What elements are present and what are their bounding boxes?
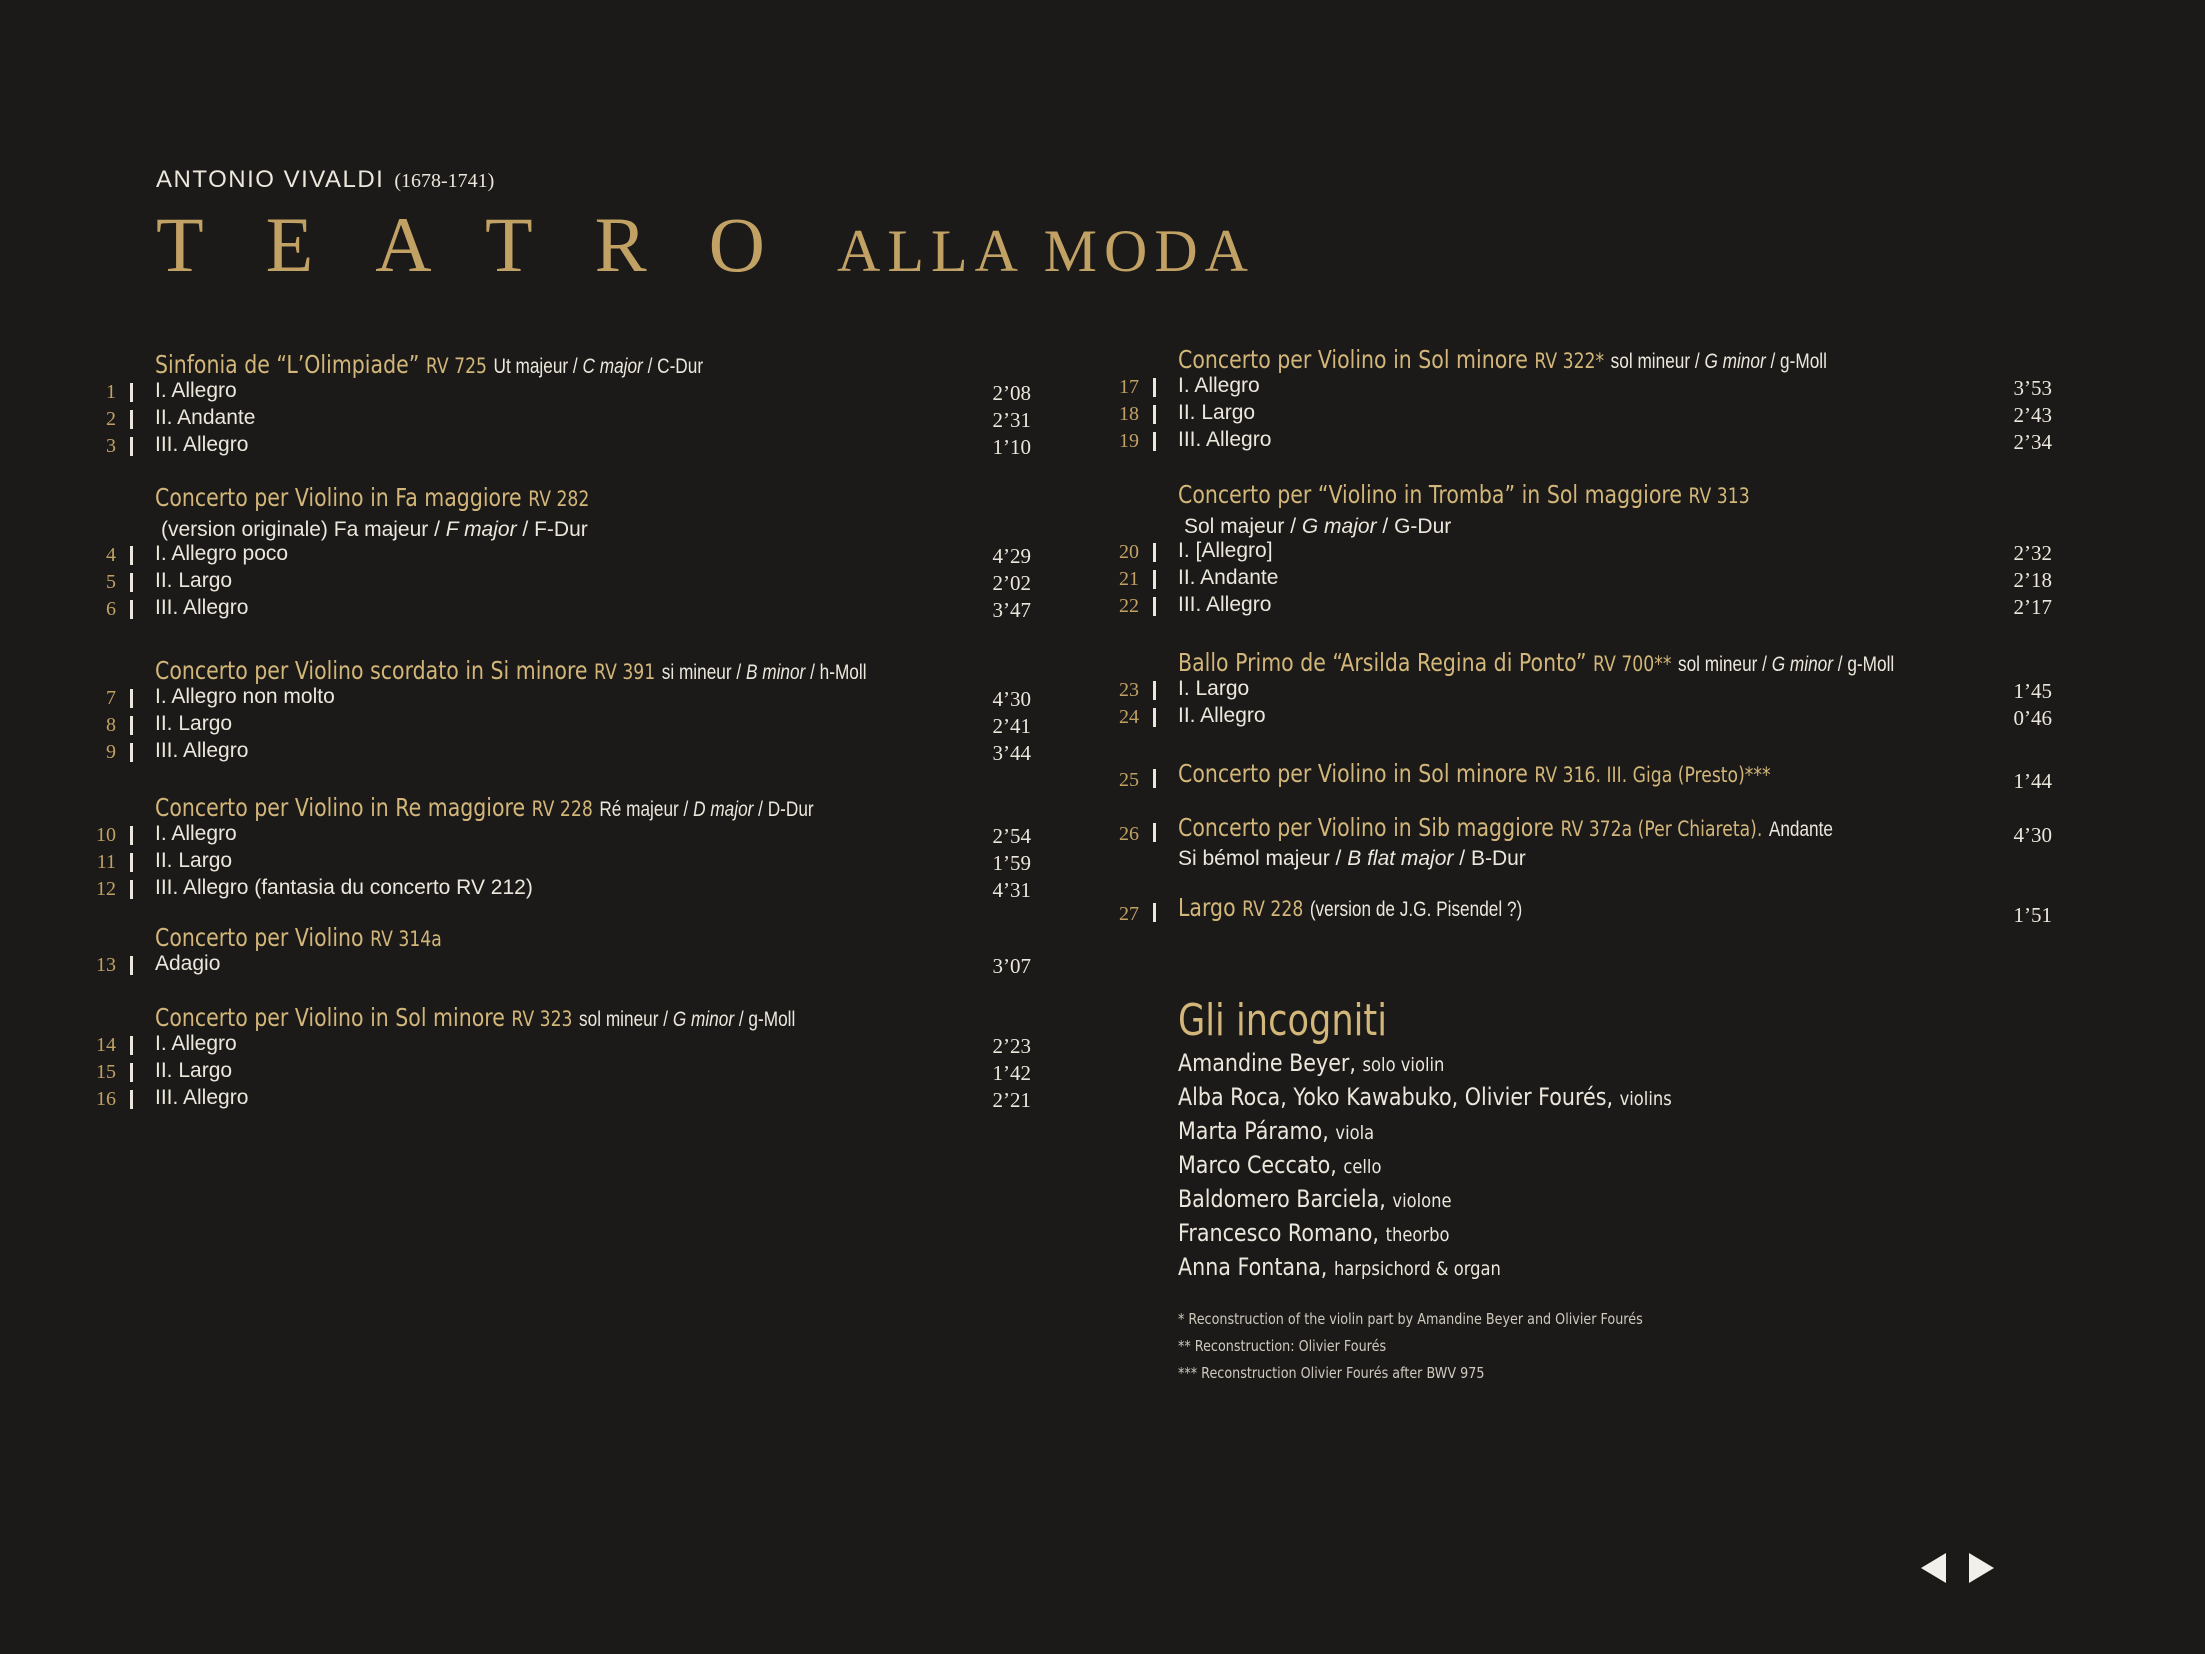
track-row bbox=[0, 566, 2062, 593]
track-duration: 2’32 bbox=[2013, 541, 2052, 565]
track-number: 16 bbox=[96, 1088, 116, 1110]
separator-bar bbox=[1153, 570, 1156, 589]
separator-bar bbox=[130, 1063, 133, 1082]
movement-title: III. Allegro bbox=[1178, 593, 1272, 616]
movement-title: I. Allegro bbox=[1178, 374, 1260, 397]
musician-name: Baldomero Barciela, bbox=[1178, 1185, 1386, 1213]
single-track bbox=[0, 813, 2052, 871]
track-number: 20 bbox=[1119, 541, 1139, 563]
movement-title: III. Allegro bbox=[155, 739, 249, 762]
track-number: 7 bbox=[106, 687, 116, 709]
separator-bar bbox=[1153, 708, 1156, 727]
track-number: 14 bbox=[96, 1034, 116, 1056]
track-number: 5 bbox=[106, 571, 116, 593]
movement-title: Adagio bbox=[155, 952, 221, 975]
work-name: Concerto per Violino in Fa maggiore bbox=[155, 483, 522, 512]
track-number: 1 bbox=[106, 381, 116, 403]
musician-name: Marta Páramo, bbox=[1178, 1117, 1329, 1145]
rv-number: RV 372a (Per Chiareta). bbox=[1560, 817, 1763, 841]
track-duration: 2’41 bbox=[992, 714, 1031, 738]
track-row bbox=[0, 876, 1041, 903]
musician bbox=[1178, 1114, 1672, 1148]
musician-instrument: violins bbox=[1619, 1088, 1672, 1110]
movement-title: III. Allegro bbox=[1178, 428, 1272, 451]
track-duration: 2’43 bbox=[2013, 403, 2052, 427]
track-number: 23 bbox=[1119, 679, 1139, 701]
footnotes bbox=[1178, 1306, 1752, 1387]
track-number: 27 bbox=[1119, 903, 1139, 925]
track-number: 2 bbox=[106, 408, 116, 430]
work-name: Concerto per Violino in Sol minore bbox=[1178, 759, 1528, 788]
work-title bbox=[1178, 345, 1903, 374]
separator-bar bbox=[1153, 597, 1156, 616]
movement-title: I. Allegro bbox=[155, 822, 237, 845]
track-duration: 4’30 bbox=[2013, 823, 2052, 847]
work-name: Concerto per Violino in Re maggiore bbox=[155, 793, 526, 822]
work-name: Concerto per Violino in Sol minore bbox=[1178, 345, 1528, 374]
work-title bbox=[155, 1003, 882, 1032]
rv-number: RV 282 bbox=[528, 487, 590, 511]
rv-number: RV 314a bbox=[370, 927, 442, 951]
track-duration: 1’10 bbox=[992, 435, 1031, 459]
track-row bbox=[0, 1032, 1041, 1059]
separator-bar bbox=[1153, 823, 1156, 842]
movement-title: III. Allegro (fantasia du concerto RV 212) bbox=[155, 876, 533, 899]
work-name: Concerto per Violino scordato in Si minore bbox=[155, 656, 588, 685]
footnote: * Reconstruction of the violin part by Amandine Beyer and Olivier Fourés bbox=[1178, 1310, 1643, 1328]
track-number: 22 bbox=[1119, 595, 1139, 617]
work-key: Ré majeur / D major / D-Dur bbox=[599, 798, 814, 821]
track-number: 19 bbox=[1119, 430, 1139, 452]
movement-title: I. [Allegro] bbox=[1178, 539, 1273, 562]
work-name: Sinfonia de “L’Olimpiade” bbox=[155, 350, 420, 379]
track-duration: 2’21 bbox=[992, 1088, 1031, 1112]
musician-instrument: cello bbox=[1343, 1156, 1382, 1178]
album-title bbox=[156, 201, 1255, 288]
work-block bbox=[0, 345, 2062, 455]
rv-number: RV 700** bbox=[1593, 652, 1672, 676]
movement-title: II. Largo bbox=[155, 1059, 233, 1082]
next-arrow-icon[interactable] bbox=[1969, 1553, 1994, 1583]
rv-number: RV 228 bbox=[531, 797, 593, 821]
composer-name: ANTONIO VIVALDI bbox=[156, 166, 385, 193]
track-duration: 2’34 bbox=[2013, 430, 2052, 454]
track-number: 17 bbox=[1119, 376, 1139, 398]
musician-name: Anna Fontana, bbox=[1178, 1253, 1328, 1281]
track-list bbox=[0, 539, 2062, 620]
track-duration: 1’42 bbox=[992, 1061, 1031, 1085]
track-duration: 1’51 bbox=[2013, 903, 2052, 927]
track-number: 6 bbox=[106, 598, 116, 620]
rv-number: RV 313 bbox=[1688, 484, 1750, 508]
work-key: Andante bbox=[1768, 818, 1834, 841]
album-title-word2: ALLA MODA bbox=[836, 218, 1255, 284]
work-name: Concerto per Violino in Sol minore bbox=[155, 1003, 505, 1032]
musician-instrument: solo violin bbox=[1362, 1054, 1445, 1076]
work-name: Concerto per Violino bbox=[155, 923, 364, 952]
track-list bbox=[0, 1032, 1041, 1113]
work-block bbox=[0, 923, 1041, 979]
work-title bbox=[1178, 480, 1903, 509]
musician-instrument: theorbo bbox=[1385, 1224, 1450, 1246]
rv-number: RV 391 bbox=[594, 660, 656, 684]
composer bbox=[156, 166, 1255, 194]
track-number: 11 bbox=[96, 851, 116, 873]
track-duration: 4’31 bbox=[992, 878, 1031, 902]
work-subtitle: (version originale) Fa majeur / F major / F-Dur bbox=[161, 518, 588, 541]
track-duration: 2’18 bbox=[2013, 568, 2052, 592]
work-key: sol mineur / G minor / g-Moll bbox=[1610, 350, 1827, 373]
musician bbox=[1178, 1250, 1672, 1284]
composer-dates: (1678-1741) bbox=[394, 170, 495, 192]
movement-title: I. Allegro poco bbox=[155, 542, 289, 565]
track-duration: 4’29 bbox=[992, 544, 1031, 568]
header bbox=[156, 166, 1255, 288]
track-number: 13 bbox=[96, 954, 116, 976]
track-duration: 4’30 bbox=[992, 687, 1031, 711]
track-duration: 3’53 bbox=[2013, 376, 2052, 400]
rv-number: RV 228 bbox=[1242, 897, 1304, 921]
track-row bbox=[0, 539, 2062, 566]
work-title bbox=[1178, 893, 1522, 922]
work-name: Concerto per Violino in Sib maggiore bbox=[1178, 813, 1554, 842]
track-row bbox=[0, 593, 2062, 620]
musician-instrument: viola bbox=[1335, 1122, 1375, 1144]
footnote: *** Reconstruction Olivier Fourés after BWV 975 bbox=[1178, 1364, 1485, 1382]
track-row bbox=[0, 739, 1041, 766]
movement-title: II. Largo bbox=[155, 849, 233, 872]
work-title bbox=[1178, 759, 1771, 788]
track-row bbox=[0, 1059, 1041, 1086]
track-duration: 3’47 bbox=[992, 598, 1031, 622]
work-subtitle: Sol majeur / G major / G-Dur bbox=[1184, 515, 1452, 538]
track-duration: 1’45 bbox=[2013, 679, 2052, 703]
work-block bbox=[0, 480, 2062, 620]
work-name: Ballo Primo de “Arsilda Regina di Ponto” bbox=[1178, 648, 1587, 677]
track-row bbox=[0, 813, 2052, 847]
track-duration: 2’23 bbox=[992, 1034, 1031, 1058]
separator-bar bbox=[1153, 405, 1156, 424]
track-number: 24 bbox=[1119, 706, 1139, 728]
movement-title: II. Largo bbox=[155, 569, 233, 592]
work-name: Largo bbox=[1178, 893, 1236, 922]
track-row bbox=[0, 952, 1041, 979]
separator-bar bbox=[1153, 903, 1156, 922]
movement-title: II. Largo bbox=[1178, 401, 1256, 424]
track-number: 18 bbox=[1119, 403, 1139, 425]
work-title bbox=[155, 923, 882, 952]
ensemble bbox=[1178, 995, 1752, 1387]
track-number: 9 bbox=[106, 741, 116, 763]
musician bbox=[1178, 1080, 1672, 1114]
track-number: 8 bbox=[106, 714, 116, 736]
musician bbox=[1178, 1182, 1672, 1216]
movement-title: I. Allegro non molto bbox=[155, 685, 335, 708]
work-block bbox=[0, 648, 2062, 731]
track-duration: 1’44 bbox=[2013, 769, 2052, 793]
track-number: 4 bbox=[106, 544, 116, 566]
work-key: Ut majeur / C major / C-Dur bbox=[493, 355, 704, 378]
musician-name: Alba Roca, Yoko Kawabuko, Olivier Fourés, bbox=[1178, 1083, 1614, 1111]
track-duration: 3’07 bbox=[992, 954, 1031, 978]
work-subtitle: Si bémol majeur / B flat major / B-Dur bbox=[1178, 847, 1526, 870]
rv-number: RV 322* bbox=[1534, 349, 1605, 373]
movement-title: I. Largo bbox=[1178, 677, 1250, 700]
movement-title: II. Largo bbox=[155, 712, 233, 735]
separator-bar bbox=[1153, 769, 1156, 788]
movement-title: III. Allegro bbox=[155, 1086, 249, 1109]
track-duration: 2’54 bbox=[992, 824, 1031, 848]
musician bbox=[1178, 1148, 1672, 1182]
work-key: sol mineur / G minor / g-Moll bbox=[579, 1008, 796, 1031]
musician bbox=[1178, 1216, 1672, 1250]
musician-name: Marco Ceccato, bbox=[1178, 1151, 1337, 1179]
separator-bar bbox=[130, 1036, 133, 1055]
movement-title: II. Andante bbox=[155, 406, 256, 429]
musician-instrument: violone bbox=[1392, 1190, 1452, 1212]
separator-bar bbox=[130, 956, 133, 975]
separator-bar bbox=[130, 1090, 133, 1109]
musician bbox=[1178, 1046, 1672, 1080]
work-name: Concerto per “Violino in Tromba” in Sol maggiore bbox=[1178, 480, 1682, 509]
movement-title: III. Allegro bbox=[155, 433, 249, 456]
work-key: sol mineur / G minor / g-Moll bbox=[1677, 653, 1895, 676]
track-row bbox=[0, 1086, 1041, 1113]
rv-number: RV 725 bbox=[425, 354, 487, 378]
separator-bar bbox=[130, 743, 133, 762]
footnote: ** Reconstruction: Olivier Fourés bbox=[1178, 1337, 1387, 1355]
track-row bbox=[0, 704, 2062, 731]
rv-number: RV 323 bbox=[511, 1007, 573, 1031]
work-title bbox=[1178, 813, 1833, 842]
movement-title: I. Allegro bbox=[155, 1032, 237, 1055]
musician-instrument: harpsichord & organ bbox=[1333, 1258, 1501, 1280]
track-list bbox=[0, 374, 2062, 455]
track-number: 10 bbox=[96, 824, 116, 846]
track-duration: 2’17 bbox=[2013, 595, 2052, 619]
musician-list bbox=[1178, 1046, 1752, 1284]
separator-bar bbox=[1153, 432, 1156, 451]
track-number: 25 bbox=[1119, 769, 1139, 791]
track-row bbox=[0, 374, 2062, 401]
track-duration: 3’44 bbox=[992, 741, 1031, 765]
movement-title: III. Allegro bbox=[155, 596, 249, 619]
work-title bbox=[1178, 648, 1903, 677]
track-duration: 0’46 bbox=[2013, 706, 2052, 730]
track-duration: 2’02 bbox=[992, 571, 1031, 595]
album-title-word1: TEATRO bbox=[156, 201, 827, 288]
track-duration: 1’59 bbox=[992, 851, 1031, 875]
track-number: 26 bbox=[1119, 823, 1139, 845]
musician-name: Francesco Romano, bbox=[1178, 1219, 1379, 1247]
work-key: si mineur / B minor / h-Moll bbox=[661, 661, 867, 684]
separator-bar bbox=[1153, 378, 1156, 397]
track-duration: 2’31 bbox=[992, 408, 1031, 432]
track-list bbox=[0, 952, 1041, 979]
track-number: 21 bbox=[1119, 568, 1139, 590]
movement-title: II. Allegro bbox=[1178, 704, 1266, 727]
rv-number: RV 316. III. Giga (Presto)*** bbox=[1534, 763, 1771, 787]
musician-name: Amandine Beyer, bbox=[1178, 1049, 1356, 1077]
prev-arrow-icon[interactable] bbox=[1921, 1553, 1946, 1583]
track-duration: 2’08 bbox=[992, 381, 1031, 405]
track-number: 3 bbox=[106, 435, 116, 457]
track-list bbox=[0, 677, 2062, 731]
work-block bbox=[0, 1003, 1041, 1113]
ensemble-title: Gli incogniti bbox=[1178, 995, 1388, 1046]
separator-bar bbox=[1153, 681, 1156, 700]
track-row bbox=[0, 428, 2062, 455]
track-row bbox=[0, 677, 2062, 704]
movement-title: I. Allegro bbox=[155, 379, 237, 402]
movement-title: II. Andante bbox=[1178, 566, 1279, 589]
track-number: 12 bbox=[96, 878, 116, 900]
separator-bar bbox=[130, 880, 133, 899]
work-key: (version de J.G. Pisendel ?) bbox=[1309, 898, 1523, 921]
track-number: 15 bbox=[96, 1061, 116, 1083]
separator-bar bbox=[1153, 543, 1156, 562]
track-row bbox=[0, 401, 2062, 428]
